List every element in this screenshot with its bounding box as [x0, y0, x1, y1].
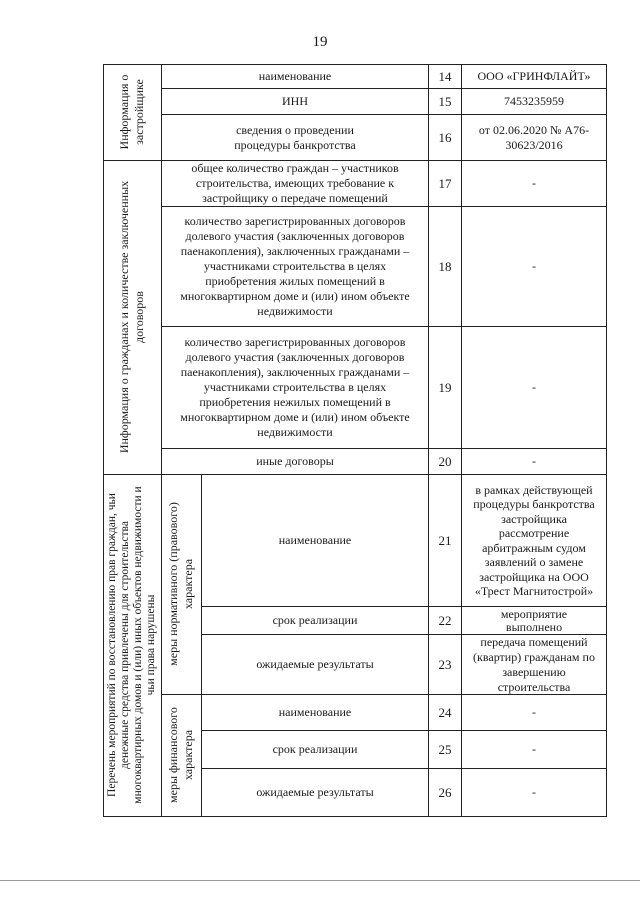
section-measures-list: Перечень мероприятий по восстановлению прав граждан, чьи денежные средства привлечены для строительства многоквартирных домов и (или) иных объектов недвижимости и чьи права нарушены — [106, 486, 157, 804]
registry-table — [103, 64, 607, 816]
row-14-value: ООО «ГРИНФЛАЙТ» — [477, 69, 591, 83]
row-26-number: 26 — [438, 785, 452, 800]
row-16-number: 16 — [438, 130, 452, 145]
row-19-value: - — [532, 380, 536, 394]
row-14-number: 14 — [438, 69, 452, 84]
row-25-label: срок реализации — [272, 742, 358, 756]
row-25-value: - — [532, 742, 536, 756]
row-22-value: мероприятие выполнено — [500, 606, 568, 634]
row-18-number: 18 — [438, 259, 452, 274]
row-15-value: 7453235959 — [504, 94, 564, 108]
scan-bottom-edge — [0, 880, 640, 881]
row-14-label: наименование — [258, 69, 332, 83]
row-23-number: 23 — [438, 657, 452, 672]
row-18-value: - — [532, 259, 536, 273]
row-15-label: ИНН — [282, 94, 308, 108]
row-23-label: ожидаемые результаты — [256, 657, 374, 671]
row-19-number: 19 — [438, 380, 452, 395]
section-citizens-contracts: Информация о гражданах и количестве заключенных договоров — [117, 180, 146, 454]
row-20-label: иные договоры — [256, 454, 334, 468]
row-22-number: 22 — [438, 613, 452, 628]
section-developer-info: Информация о застройщике — [117, 74, 146, 150]
row-24-number: 24 — [438, 705, 452, 720]
page-number: 19 — [312, 34, 328, 50]
row-21-number: 21 — [438, 533, 452, 548]
row-20-value: - — [532, 454, 536, 468]
row-17-label: общее количество граждан – участников строительства, имеющих требование к застройщику о передаче помещений — [191, 161, 399, 205]
row-17-number: 17 — [438, 176, 452, 191]
row-19-label: количество зарегистрированных договоров долевого участия (заключенных договоров паенакопления), заключенных гражданами – участниками строительства в целях приобретения нежилых помещений в многоквартирном доме и (или) ином объекте недвижимости — [180, 335, 410, 439]
table-border-right — [606, 64, 607, 816]
row-25-number: 25 — [438, 742, 452, 757]
row-23-value: передача помещений (квартир) гражданам по завершению строительства — [473, 634, 595, 694]
section-normative-measures: меры нормативного (правового) характера — [166, 502, 195, 666]
row-20-number: 20 — [438, 454, 452, 469]
row-26-value: - — [532, 785, 536, 799]
row-22-label: срок реализации — [272, 613, 358, 627]
row-21-value: в рамках действующей процедуры банкротства застройщика рассмотрение арбитражным судом заявлений о замене застройщика на ООО «Трест Магнитострой» — [473, 482, 595, 598]
row-16-label: сведения о проведении процедуры банкротства — [234, 122, 356, 152]
row-21-label: наименование — [278, 533, 352, 547]
row-18-label: количество зарегистрированных договоров долевого участия (заключенных договоров паенакопления), заключенных гражданами – участниками строительства в целях приобретения жилых помещений в многоквартирном доме и (или) ином объекте недвижимости — [180, 214, 410, 318]
row-17-value: - — [532, 176, 536, 190]
section-financial-measures: меры финансового характера — [166, 707, 195, 803]
table-border-bottom — [103, 816, 607, 817]
row-26-label: ожидаемые результаты — [256, 785, 374, 799]
row-15-number: 15 — [438, 94, 452, 109]
row-24-label: наименование — [278, 705, 352, 719]
row-16-value: от 02.06.2020 № А76-30623/2016 — [478, 122, 590, 152]
row-24-value: - — [532, 705, 536, 719]
